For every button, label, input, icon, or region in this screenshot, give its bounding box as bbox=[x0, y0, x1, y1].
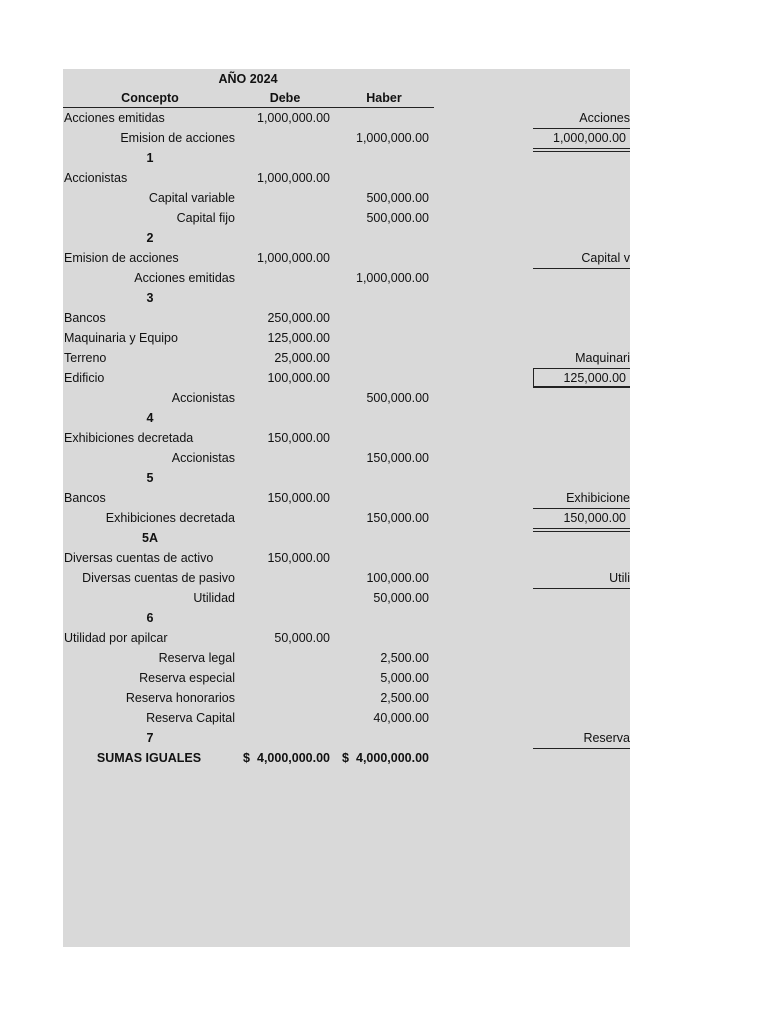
debit-account-name: Accionistas bbox=[64, 171, 128, 185]
debit-amount: 150,000.00 bbox=[267, 431, 330, 445]
t-account-title: Capital v bbox=[581, 251, 630, 265]
header-credit: Haber bbox=[366, 91, 402, 105]
credit-account-name: Emision de acciones bbox=[120, 131, 235, 145]
debit-account-name: Acciones emitidas bbox=[64, 111, 165, 125]
credit-amount: 1,000,000.00 bbox=[356, 131, 429, 145]
entry-number: 2 bbox=[146, 231, 154, 245]
credit-account-name: Reserva Capital bbox=[146, 711, 235, 725]
entry-number: 4 bbox=[146, 411, 154, 425]
entry-number: 1 bbox=[146, 151, 154, 165]
credit-amount: 2,500.00 bbox=[380, 651, 429, 665]
debit-amount: 125,000.00 bbox=[267, 331, 330, 345]
t-account-amount: 125,000.00 bbox=[563, 371, 626, 385]
credit-account-name: Accionistas bbox=[171, 391, 235, 405]
debit-amount: 100,000.00 bbox=[267, 371, 330, 385]
debit-amount: 250,000.00 bbox=[267, 311, 330, 325]
t-account-amount: 150,000.00 bbox=[563, 511, 626, 525]
spreadsheet-sheet bbox=[63, 69, 630, 947]
debit-amount: 25,000.00 bbox=[274, 351, 330, 365]
totals-debit-currency: $ bbox=[243, 751, 250, 765]
entry-number: 7 bbox=[146, 731, 154, 745]
credit-amount: 50,000.00 bbox=[373, 591, 429, 605]
credit-account-name: Diversas cuentas de pasivo bbox=[82, 571, 235, 585]
credit-amount: 2,500.00 bbox=[380, 691, 429, 705]
entry-number: 3 bbox=[146, 291, 154, 305]
debit-amount: 150,000.00 bbox=[267, 491, 330, 505]
credit-account-name: Capital fijo bbox=[176, 211, 235, 225]
t-account-title: Exhibicione bbox=[566, 491, 630, 505]
credit-amount: 500,000.00 bbox=[366, 211, 429, 225]
credit-account-name: Exhibiciones decretada bbox=[105, 511, 235, 525]
entry-number: 5A bbox=[142, 531, 158, 545]
debit-account-name: Bancos bbox=[64, 491, 106, 505]
year-title: AÑO 2024 bbox=[218, 72, 278, 86]
header-concept: Concepto bbox=[121, 91, 179, 105]
debit-account-name: Bancos bbox=[64, 311, 106, 325]
debit-amount: 150,000.00 bbox=[267, 551, 330, 565]
debit-account-name: Emision de acciones bbox=[64, 251, 179, 265]
debit-account-name: Exhibiciones decretada bbox=[64, 431, 194, 445]
t-account-line bbox=[533, 588, 630, 589]
totals-label: SUMAS IGUALES bbox=[96, 751, 202, 765]
t-account-title: Acciones bbox=[579, 111, 630, 125]
debit-amount: 1,000,000.00 bbox=[257, 111, 330, 125]
debit-account-name: Diversas cuentas de activo bbox=[64, 551, 214, 565]
totals-credit: 4,000,000.00 bbox=[356, 751, 429, 765]
entry-number: 5 bbox=[146, 471, 154, 485]
credit-account-name: Reserva honorarios bbox=[125, 691, 235, 705]
t-account-amount: 1,000,000.00 bbox=[553, 131, 626, 145]
debit-amount: 1,000,000.00 bbox=[257, 251, 330, 265]
credit-amount: 40,000.00 bbox=[373, 711, 429, 725]
credit-account-name: Accionistas bbox=[171, 451, 235, 465]
totals-debit: 4,000,000.00 bbox=[257, 751, 330, 765]
credit-amount: 500,000.00 bbox=[366, 191, 429, 205]
debit-account-name: Utilidad por apilcar bbox=[64, 631, 168, 645]
t-account-double-underline bbox=[533, 528, 630, 532]
credit-account-name: Acciones emitidas bbox=[134, 271, 235, 285]
t-account-title: Maquinari bbox=[575, 351, 630, 365]
credit-amount: 150,000.00 bbox=[366, 511, 429, 525]
debit-account-name: Terreno bbox=[64, 351, 107, 365]
credit-account-name: Capital variable bbox=[148, 191, 235, 205]
credit-amount: 500,000.00 bbox=[366, 391, 429, 405]
credit-amount: 5,000.00 bbox=[380, 671, 429, 685]
debit-account-name: Maquinaria y Equipo bbox=[64, 331, 178, 345]
entry-number: 6 bbox=[146, 611, 154, 625]
t-account-title: Reserva bbox=[583, 731, 630, 745]
totals-credit-currency: $ bbox=[342, 751, 349, 765]
credit-amount: 150,000.00 bbox=[366, 451, 429, 465]
debit-amount: 50,000.00 bbox=[274, 631, 330, 645]
credit-account-name: Reserva legal bbox=[158, 651, 235, 665]
t-account-line bbox=[533, 748, 630, 749]
header-debit: Debe bbox=[269, 91, 301, 105]
t-account-line bbox=[533, 268, 630, 269]
credit-account-name: Utilidad bbox=[193, 591, 235, 605]
debit-account-name: Edificio bbox=[64, 371, 105, 385]
credit-amount: 100,000.00 bbox=[366, 571, 429, 585]
credit-amount: 1,000,000.00 bbox=[356, 271, 429, 285]
credit-account-name: Reserva especial bbox=[139, 671, 235, 685]
debit-amount: 1,000,000.00 bbox=[257, 171, 330, 185]
t-account-double-underline bbox=[533, 148, 630, 152]
t-account-title: Utili bbox=[609, 571, 630, 585]
